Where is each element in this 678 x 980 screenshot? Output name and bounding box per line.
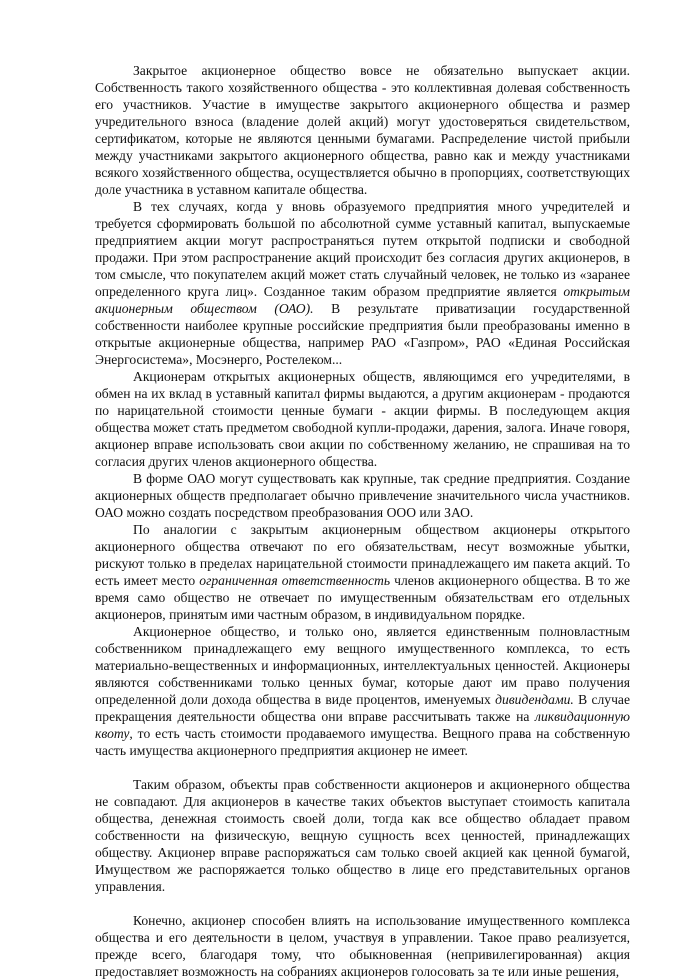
paragraph-text: Конечно, акционер способен влиять на использование имущественного комплекса общества и его деятельности в целом, участвуя в управлении. Такое право реализуется, прежде всего, благодаря тому, что обыкновенная (непривилегированная) акция предоставляет возможность на собраниях акционеров голосовать за те или иные решения,	[95, 913, 630, 979]
paragraph-text: По аналогии с закрытым акционерным обществом акционеры открытого акционерного общества отвечают по его обязательствам, несут возможные убытки, рискуют только в пределах нарицательной стоимости принадлежащего им пакета акций. То есть имеет место	[95, 522, 630, 588]
paragraph-text: Акционерное общество, и только оно, является единственным полновластным собственником принадлежащего ему вещного имущественного комплекса, то есть материально-вещественных и информационных, интеллектуальных ценностей. Акционеры являются собственниками только ценных бумаг, которые дают им право получения определенной доли дохода общества в виде процентов, именуемых	[95, 624, 630, 707]
italic-term-oao: открытым акционерным обществом (ОАО).	[95, 284, 630, 316]
paragraph-text: Таким образом, объекты прав собственности акционеров и акционерного общества не совпадают. Для акционеров в качестве таких объектов выступает стоимость капитала общества, денежная стоимость своей доли, тогда как все общество обладает правом собственности на физическую, вещную сущность всех ценностей, принадлежащих обществу. Акционер вправе распоряжаться сам только своей акцией как ценной бумагой, Имуществом же распоряжается только общество в лице его представительных органов управления.	[95, 777, 630, 894]
paragraph-open-subscription	[95, 198, 630, 368]
paragraph-sole-owner	[95, 623, 630, 759]
paragraph-ownership-objects	[95, 776, 630, 895]
paragraph-text: В результате приватизации государственной собственности наиболее крупные российские предприятия были преобразованы именно в открытые акционерные общества, например РАО «Газпром», РАО «Единая Российская Энергосистема», Мосэнерго, Ростелеком...	[95, 301, 630, 367]
paragraph-text: , то есть часть стоимости продаваемого имущества. Вещного права на собственную часть имущества акционерного предприятия акционер не имеет.	[95, 726, 630, 758]
paragraph-text: Акционерам открытых акционерных обществ, являющимся его учредителями, в обмен на их вклад в уставный капитал фирмы выдаются, а другим акционерам - продаются по нарицательной стоимости ценные бумаги - акции фирмы. В последующем акция общества может стать предметом свободной купли-продажи, дарения, залога. Иначе говоря, акционер вправе использовать свои акции по собственному желанию, не спрашивая на то согласия других членов акционерного общества.	[95, 369, 630, 469]
paragraph-closed-joint-stock	[95, 62, 630, 198]
paragraph-text: В форме ОАО могут существовать как крупные, так средние предприятия. Создание акционерных обществ предполагает обычно привлечение значительного числа участников. ОАО можно создать посредством преобразования ООО или ЗАО.	[95, 471, 630, 520]
paragraph-text: В случае прекращения деятельности общества они вправе рассчитывать также на	[95, 692, 630, 724]
document-page	[95, 62, 630, 980]
italic-term-limited-liability: ограниченная ответственность	[199, 573, 391, 588]
paragraph-management-influence	[95, 912, 630, 980]
paragraph-limited-liability	[95, 521, 630, 623]
paragraph-text: Закрытое акционерное общество вовсе не обязательно выпускает акции. Собственность такого хозяйственного общества - это коллективная долевая собственность его участников. Участие в имуществе закрытого акционерного общества и размер учредительного взноса (владение долей акций) могут удостоверяться свидетельством, сертификатом, которые не являются ценными бумагами. Распределение чистой прибыли между участниками закрытого акционерного общества, равно как и между участниками всякого хозяйственного общества, осуществляется обычно в пропорциях, соответствующих доле участника в уставном капитале общества.	[95, 63, 630, 197]
paragraph-oao-forms	[95, 470, 630, 521]
italic-term-liquidation-quota: ликвидационную квоту	[95, 709, 630, 741]
paragraph-text: членов акционерного общества. В то же время само общество не отвечает по имущественным обязательствам его отдельных акционеров, принятым ими частным образом, в индивидуальном порядке.	[95, 573, 630, 622]
paragraph-shareholders-founders	[95, 368, 630, 470]
italic-term-dividends: дивидендами.	[495, 692, 574, 707]
paragraph-text: В тех случаях, когда у вновь образуемого предприятия много учредителей и требуется сформировать большой по абсолютной сумме уставный капитал, выпускаемые предприятием акции могут распространяться путем открытой подписки и свободной продажи. При этом распространение акций происходит без согласия других акционеров, в том смысле, что покупателем акций может стать случайный человек, не только из «заранее определенного круга лиц». Созданное таким образом предприятие является	[95, 199, 630, 299]
